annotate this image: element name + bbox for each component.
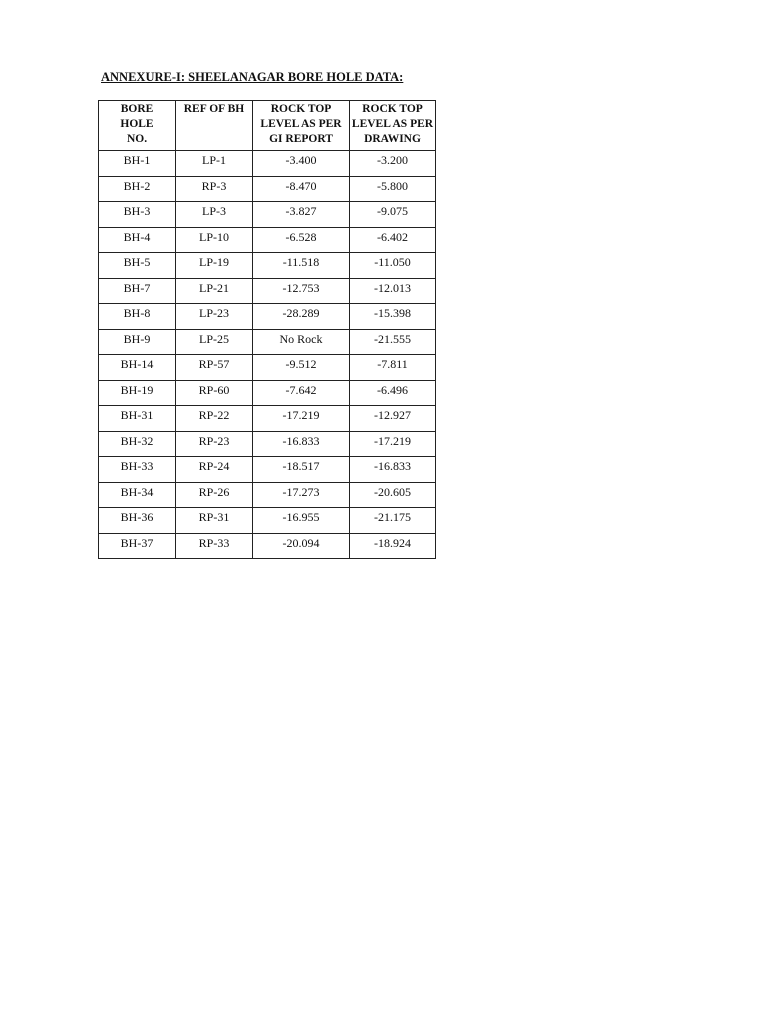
ref-of-bh-cell: RP-60 <box>176 380 253 406</box>
table-row <box>99 431 436 457</box>
header-bore-hole-no <box>99 101 176 151</box>
bore-hole-no-cell: BH-5 <box>99 253 176 279</box>
header-ref-of-bh: REF OF BH <box>176 101 253 151</box>
ref-of-bh-cell: LP-21 <box>176 278 253 304</box>
bore-hole-no-cell: BH-36 <box>99 508 176 534</box>
header-drawing-line-2: LEVEL AS PER <box>351 118 434 130</box>
bore-hole-no-cell: BH-3 <box>99 202 176 228</box>
ref-of-bh-cell: LP-19 <box>176 253 253 279</box>
bore-hole-no-cell: BH-14 <box>99 355 176 381</box>
rock-top-drawing-cell: -21.175 <box>350 508 436 534</box>
rock-top-gi-report-cell: -12.753 <box>253 278 350 304</box>
header-gi-line-3: GI REPORT <box>269 133 333 145</box>
rock-top-gi-report-cell: -18.517 <box>253 457 350 483</box>
rock-top-gi-report-cell: -6.528 <box>253 227 350 253</box>
bore-hole-data-table <box>98 100 436 559</box>
header-gi-line-1: ROCK TOP <box>270 103 332 115</box>
ref-of-bh-cell: LP-25 <box>176 329 253 355</box>
rock-top-drawing-cell: -5.800 <box>350 176 436 202</box>
header-gi-line-2: LEVEL AS PER <box>260 118 342 130</box>
rock-top-drawing-cell: -17.219 <box>350 431 436 457</box>
rock-top-gi-report-cell: -17.219 <box>253 406 350 432</box>
table-body <box>99 151 436 559</box>
bore-hole-no-cell: BH-33 <box>99 457 176 483</box>
header-bore-line-1: BORE <box>120 103 154 115</box>
table-row <box>99 380 436 406</box>
rock-top-gi-report-cell: -8.470 <box>253 176 350 202</box>
rock-top-gi-report-cell: -20.094 <box>253 533 350 559</box>
ref-of-bh-cell: RP-24 <box>176 457 253 483</box>
rock-top-drawing-cell: -6.402 <box>350 227 436 253</box>
ref-of-bh-cell: RP-26 <box>176 482 253 508</box>
header-drawing-line-3: DRAWING <box>364 133 421 145</box>
ref-of-bh-cell: LP-10 <box>176 227 253 253</box>
table-row <box>99 482 436 508</box>
rock-top-gi-report-cell: -9.512 <box>253 355 350 381</box>
ref-of-bh-cell: LP-23 <box>176 304 253 330</box>
ref-of-bh-cell: RP-22 <box>176 406 253 432</box>
rock-top-drawing-cell: -15.398 <box>350 304 436 330</box>
table-row <box>99 406 436 432</box>
rock-top-gi-report-cell: -28.289 <box>253 304 350 330</box>
bore-hole-no-cell: BH-8 <box>99 304 176 330</box>
table-row <box>99 176 436 202</box>
table-row <box>99 457 436 483</box>
header-bore-line-3: NO. <box>126 133 148 145</box>
bore-hole-no-cell: BH-32 <box>99 431 176 457</box>
rock-top-gi-report-cell: -11.518 <box>253 253 350 279</box>
rock-top-gi-report-cell: -3.400 <box>253 151 350 177</box>
bore-hole-no-cell: BH-31 <box>99 406 176 432</box>
bore-hole-no-cell: BH-1 <box>99 151 176 177</box>
rock-top-gi-report-cell: No Rock <box>253 329 350 355</box>
ref-of-bh-cell: RP-3 <box>176 176 253 202</box>
rock-top-gi-report-cell: -7.642 <box>253 380 350 406</box>
table-row <box>99 253 436 279</box>
table-row <box>99 329 436 355</box>
rock-top-drawing-cell: -6.496 <box>350 380 436 406</box>
ref-of-bh-cell: RP-57 <box>176 355 253 381</box>
bore-hole-no-cell: BH-2 <box>99 176 176 202</box>
ref-of-bh-cell: LP-3 <box>176 202 253 228</box>
table-row <box>99 533 436 559</box>
rock-top-drawing-cell: -9.075 <box>350 202 436 228</box>
rock-top-drawing-cell: -16.833 <box>350 457 436 483</box>
table-row <box>99 355 436 381</box>
rock-top-drawing-cell: -18.924 <box>350 533 436 559</box>
rock-top-gi-report-cell: -16.955 <box>253 508 350 534</box>
rock-top-drawing-cell: -12.013 <box>350 278 436 304</box>
bore-hole-no-cell: BH-4 <box>99 227 176 253</box>
header-drawing-line-1: ROCK TOP <box>362 103 423 115</box>
bore-hole-no-cell: BH-9 <box>99 329 176 355</box>
table-row <box>99 304 436 330</box>
header-rock-top-drawing <box>350 101 436 151</box>
header-rock-top-gi-report <box>253 101 350 151</box>
rock-top-drawing-cell: -20.605 <box>350 482 436 508</box>
table-row <box>99 278 436 304</box>
ref-of-bh-cell: LP-1 <box>176 151 253 177</box>
rock-top-gi-report-cell: -16.833 <box>253 431 350 457</box>
ref-of-bh-cell: RP-23 <box>176 431 253 457</box>
table-header-row <box>99 101 436 151</box>
bore-hole-no-cell: BH-34 <box>99 482 176 508</box>
ref-of-bh-cell: RP-33 <box>176 533 253 559</box>
bore-hole-no-cell: BH-37 <box>99 533 176 559</box>
rock-top-drawing-cell: -7.811 <box>350 355 436 381</box>
ref-of-bh-cell: RP-31 <box>176 508 253 534</box>
bore-hole-no-cell: BH-7 <box>99 278 176 304</box>
rock-top-drawing-cell: -11.050 <box>350 253 436 279</box>
table-row <box>99 508 436 534</box>
document-title: ANNEXURE-I: SHEELANAGAR BORE HOLE DATA: <box>101 70 404 84</box>
rock-top-gi-report-cell: -17.273 <box>253 482 350 508</box>
header-bore-line-2: HOLE <box>120 118 154 130</box>
table-row <box>99 227 436 253</box>
table-row <box>99 202 436 228</box>
table-row <box>99 151 436 177</box>
rock-top-gi-report-cell: -3.827 <box>253 202 350 228</box>
rock-top-drawing-cell: -12.927 <box>350 406 436 432</box>
bore-hole-no-cell: BH-19 <box>99 380 176 406</box>
rock-top-drawing-cell: -3.200 <box>350 151 436 177</box>
rock-top-drawing-cell: -21.555 <box>350 329 436 355</box>
